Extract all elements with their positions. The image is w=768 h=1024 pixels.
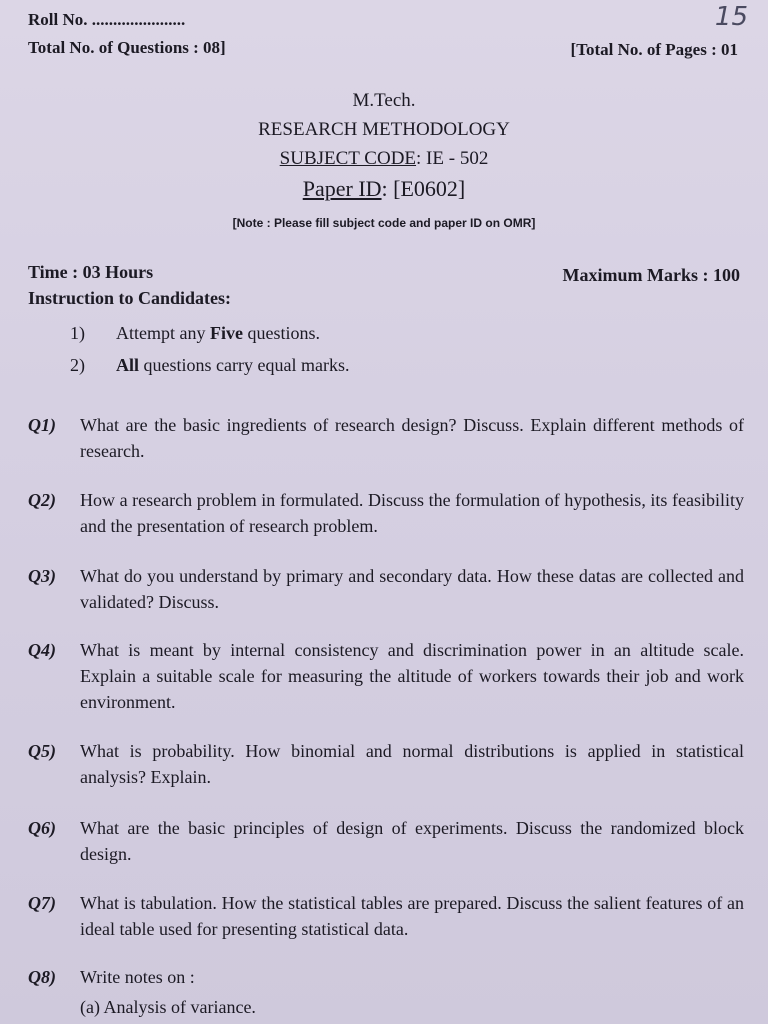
subject-code-value: : IE - 502 bbox=[416, 148, 489, 169]
subject-code-label: SUBJECT CODE bbox=[279, 148, 417, 169]
instruction-text: questions carry equal marks. bbox=[139, 355, 350, 375]
question-item bbox=[28, 964, 744, 990]
question-number: Q3) bbox=[28, 566, 56, 586]
question-text: What do you understand by primary and secondary data. How these datas are collected and validated? Discuss. bbox=[80, 566, 744, 612]
instructions-heading: Instruction to Candidates: bbox=[28, 288, 232, 308]
question-text: What is tabulation. How the statistical tables are prepared. Discuss the salient features of an ideal table used for presenting statistical data. bbox=[80, 893, 744, 939]
question-number: Q6) bbox=[28, 818, 56, 838]
question-item bbox=[28, 487, 744, 539]
instruction-number: 1) bbox=[70, 323, 85, 343]
instruction-text: Attempt any bbox=[116, 323, 210, 343]
q8-subitem: (a) Analysis of variance. bbox=[80, 997, 256, 1017]
total-pages: [Total No. of Pages : 01 bbox=[570, 40, 738, 59]
question-text: What is probability. How binomial and normal distributions is applied in statistical analysis? Explain. bbox=[80, 741, 744, 787]
instruction-text: questions. bbox=[242, 323, 320, 343]
roll-number: Roll No. ...................... bbox=[28, 10, 186, 29]
paper-id-label: Paper ID bbox=[302, 176, 382, 201]
paper-id-value: : [E0602] bbox=[381, 176, 466, 201]
paper-id bbox=[0, 176, 768, 202]
question-text: What is meant by internal consistency and discrimination power in an altitude scale. Explain a suitable scale for measuring the altitude of workers towards their job and work environment. bbox=[80, 640, 744, 712]
instruction-item bbox=[70, 323, 320, 344]
question-text: How a research problem in formulated. Discuss the formulation of hypothesis, its feasibility and the presentation of research problem. bbox=[80, 490, 744, 536]
max-marks: Maximum Marks : 100 bbox=[562, 265, 740, 285]
handwritten-mark: 15 bbox=[714, 2, 748, 32]
question-text: Write notes on : bbox=[80, 967, 195, 987]
question-item bbox=[28, 815, 744, 867]
question-number: Q4) bbox=[28, 640, 56, 660]
question-item bbox=[28, 637, 744, 715]
question-number: Q7) bbox=[28, 893, 56, 913]
instruction-bold: Five bbox=[209, 323, 243, 343]
question-text: What are the basic principles of design of experiments. Discuss the randomized block design. bbox=[80, 818, 744, 864]
question-item bbox=[28, 412, 744, 464]
program-title: M.Tech. bbox=[352, 90, 416, 111]
omr-note: [Note : Please fill subject code and paper ID on OMR] bbox=[232, 216, 536, 230]
exam-time: Time : 03 Hours bbox=[28, 262, 154, 282]
question-number: Q2) bbox=[28, 490, 56, 510]
question-number: Q5) bbox=[28, 741, 56, 761]
total-questions: Total No. of Questions : 08] bbox=[28, 38, 226, 57]
subject-title: RESEARCH METHODOLOGY bbox=[258, 119, 510, 140]
question-number: Q1) bbox=[28, 415, 56, 435]
question-text: What are the basic ingredients of research design? Discuss. Explain different methods of research. bbox=[80, 415, 744, 461]
instruction-number: 2) bbox=[70, 355, 85, 375]
instruction-item bbox=[70, 355, 349, 376]
question-item bbox=[28, 563, 744, 615]
subject-code bbox=[0, 148, 768, 170]
instruction-bold: All bbox=[116, 355, 140, 375]
question-number: Q8) bbox=[28, 967, 56, 987]
question-item bbox=[28, 890, 744, 942]
question-item bbox=[28, 738, 744, 790]
